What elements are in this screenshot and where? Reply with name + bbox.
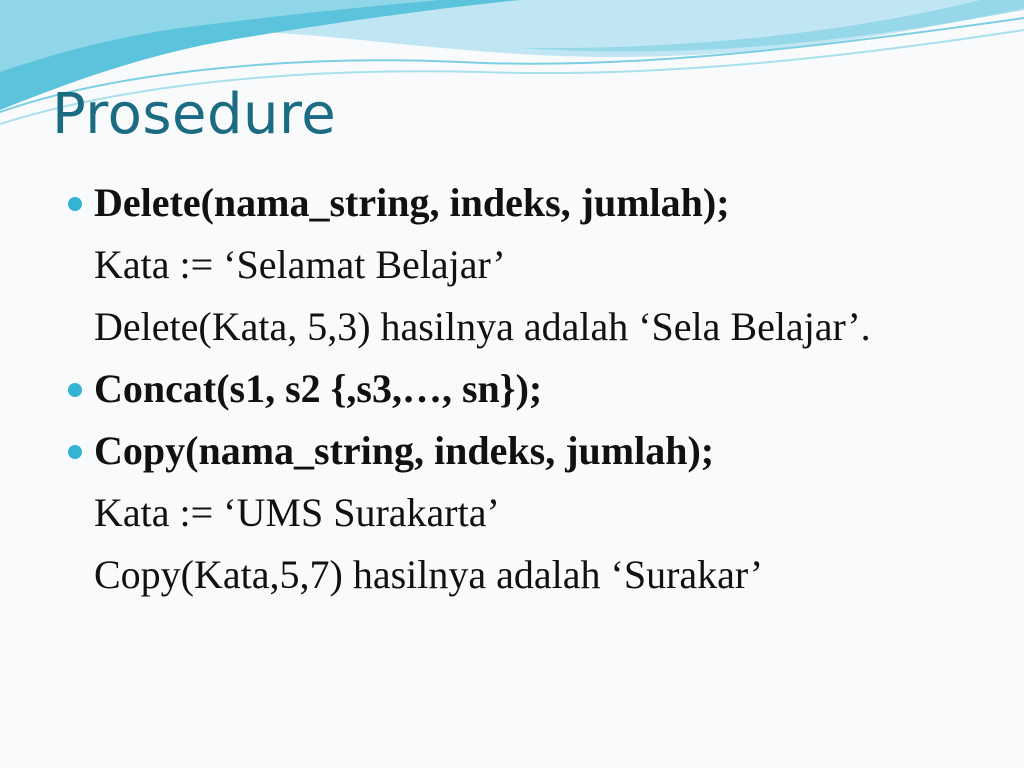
- bullet-item-delete: [64, 180, 964, 226]
- example-line: [64, 242, 964, 288]
- example-result-text: Delete(Kata, 5,3) hasilnya adalah ‘Sela Belajar’.: [94, 304, 871, 349]
- bullet-text: Delete(nama_string, indeks, jumlah);: [94, 180, 730, 225]
- example-text: Kata := ‘Selamat Belajar’: [94, 242, 506, 287]
- bullet-dot-icon: [68, 383, 82, 397]
- example-result: [64, 304, 964, 350]
- bullet-dot-icon: [68, 197, 82, 211]
- bullet-dot-icon: [68, 445, 82, 459]
- bullet-text: Concat(s1, s2 {,s3,…, sn});: [94, 366, 543, 411]
- example-result: [64, 552, 964, 598]
- bullet-item-copy: [64, 428, 964, 474]
- bullet-item-concat: [64, 366, 964, 412]
- slide-title: Prosedure: [52, 82, 337, 147]
- example-text: Kata := ‘UMS Surakarta’: [94, 490, 500, 535]
- example-line: [64, 490, 964, 536]
- example-result-text: Copy(Kata,5,7) hasilnya adalah ‘Surakar’: [94, 552, 764, 597]
- slide-content: [64, 180, 964, 614]
- bullet-text: Copy(nama_string, indeks, jumlah);: [94, 428, 715, 473]
